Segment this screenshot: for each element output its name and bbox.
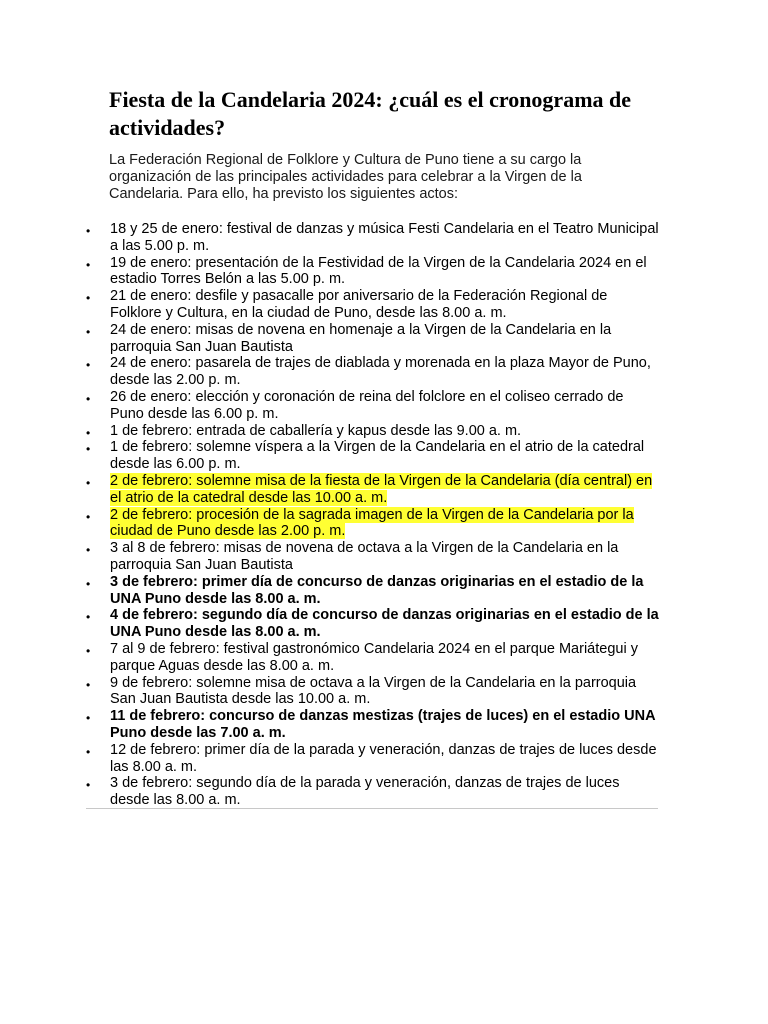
event-text: 3 de febrero: segundo día de la parada y veneración, danzas de trajes de luces desde las 8.00 a. m. bbox=[110, 775, 620, 809]
event-text: 2 de febrero: procesión de la sagrada imagen de la Virgen de la Candelaria por la ciudad de Puno desde las 2.00 p. m. bbox=[110, 506, 634, 540]
event-item bbox=[0, 439, 660, 473]
event-item bbox=[0, 641, 660, 675]
bullet-icon: • bbox=[86, 391, 91, 406]
bullet-icon: • bbox=[86, 744, 91, 759]
bullet-icon: • bbox=[86, 291, 91, 306]
event-text: 19 de enero: presentación de la Festividad de la Virgen de la Candelaria 2024 en el estadio Torres Belón a las 5.00 p. m. bbox=[110, 254, 647, 288]
bullet-icon: • bbox=[86, 509, 91, 524]
event-text: 3 al 8 de febrero: misas de novena de octava a la Virgen de la Candelaria en la parroquia San Juan Bautista bbox=[110, 540, 619, 573]
article-intro: La Federación Regional de Folklore y Cultura de Puno tiene a su cargo la organización de las principales actividades para celebrar a la Virgen de la Candelaria. Para ello, ha previsto los siguientes actos: bbox=[109, 152, 582, 202]
bullet-icon: • bbox=[86, 425, 91, 440]
bullet-icon: • bbox=[86, 677, 91, 692]
event-text: 12 de febrero: primer día de la parada y veneración, danzas de trajes de luces desde las 8.00 a. m. bbox=[110, 741, 657, 775]
event-text: 24 de enero: pasarela de trajes de diablada y morenada en la plaza Mayor de Puno, desde las 2.00 p. m. bbox=[110, 355, 651, 389]
event-item bbox=[0, 540, 660, 574]
bullet-icon: • bbox=[86, 610, 91, 625]
bullet-icon: • bbox=[86, 711, 91, 726]
event-item bbox=[0, 742, 660, 776]
event-text: 21 de enero: desfile y pasacalle por aniversario de la Federación Regional de Folklore y Cultura, en la ciudad de Puno, desde las 8.00 a. m. bbox=[110, 288, 608, 321]
event-text: 4 de febrero: segundo día de concurso de danzas originarias en el estadio de la UNA Puno desde las 8.00 a. m. bbox=[110, 607, 659, 641]
event-text: 3 de febrero: primer día de concurso de danzas originarias en el estadio de la UNA Puno desde las 8.00 a. m. bbox=[110, 573, 644, 607]
event-item bbox=[0, 473, 660, 507]
event-text: 1 de febrero: entrada de caballería y kapus desde las 9.00 a. m. bbox=[110, 422, 522, 439]
event-text: 24 de enero: misas de novena en homenaje a la Virgen de la Candelaria en la parroquia San Juan Bautista bbox=[110, 321, 612, 355]
event-item bbox=[0, 389, 660, 423]
bullet-icon: • bbox=[86, 576, 91, 591]
bullet-icon: • bbox=[86, 257, 91, 272]
event-text: 9 de febrero: solemne misa de octava a la Virgen de la Candelaria en la parroquia San Juan Bautista desde las 10.00 a. m. bbox=[110, 674, 637, 708]
event-item bbox=[0, 675, 660, 709]
event-item bbox=[0, 607, 660, 641]
event-text: 1 de febrero: solemne víspera a la Virgen de la Candelaria en el atrio de la catedral desde las 6.00 p. m. bbox=[110, 439, 645, 473]
event-item bbox=[0, 574, 660, 608]
event-item bbox=[0, 507, 660, 541]
article-title: Fiesta de la Candelaria 2024: ¿cuál es el cronograma de actividades? bbox=[109, 87, 632, 140]
event-item bbox=[0, 423, 660, 440]
event-item bbox=[0, 288, 660, 322]
event-text: 2 de febrero: solemne misa de la fiesta de la Virgen de la Candelaria (día central) en el atrio de la catedral desde las 10.00 a. m. bbox=[110, 472, 653, 506]
bullet-icon: • bbox=[86, 358, 91, 373]
bullet-icon: • bbox=[86, 442, 91, 457]
event-item bbox=[0, 322, 660, 356]
event-item bbox=[0, 775, 660, 809]
events-list bbox=[0, 221, 768, 809]
event-item bbox=[0, 221, 660, 255]
bullet-icon: • bbox=[86, 324, 91, 339]
event-text: 7 al 9 de febrero: festival gastronómico Candelaria 2024 en el parque Mariátegui y parque Aguas desde las 8.00 a. m. bbox=[110, 640, 638, 674]
event-item bbox=[0, 255, 660, 289]
event-text: 26 de enero: elección y coronación de reina del folclore en el coliseo cerrado de Puno desde las 6.00 p. m. bbox=[110, 388, 624, 422]
event-text: 11 de febrero: concurso de danzas mestizas (trajes de luces) en el estadio UNA Puno desde las 7.00 a. m. bbox=[110, 708, 656, 741]
bullet-icon: • bbox=[86, 778, 91, 793]
bullet-icon: • bbox=[86, 543, 91, 558]
bullet-icon: • bbox=[86, 224, 91, 238]
bullet-icon: • bbox=[86, 475, 91, 490]
bullet-icon: • bbox=[86, 643, 91, 658]
event-item bbox=[0, 708, 660, 742]
event-item bbox=[0, 355, 660, 389]
event-text: 18 y 25 de enero: festival de danzas y música Festi Candelaria en el Teatro Municipal a las 5.00 p. m. bbox=[110, 221, 659, 254]
bottom-divider bbox=[86, 808, 658, 809]
